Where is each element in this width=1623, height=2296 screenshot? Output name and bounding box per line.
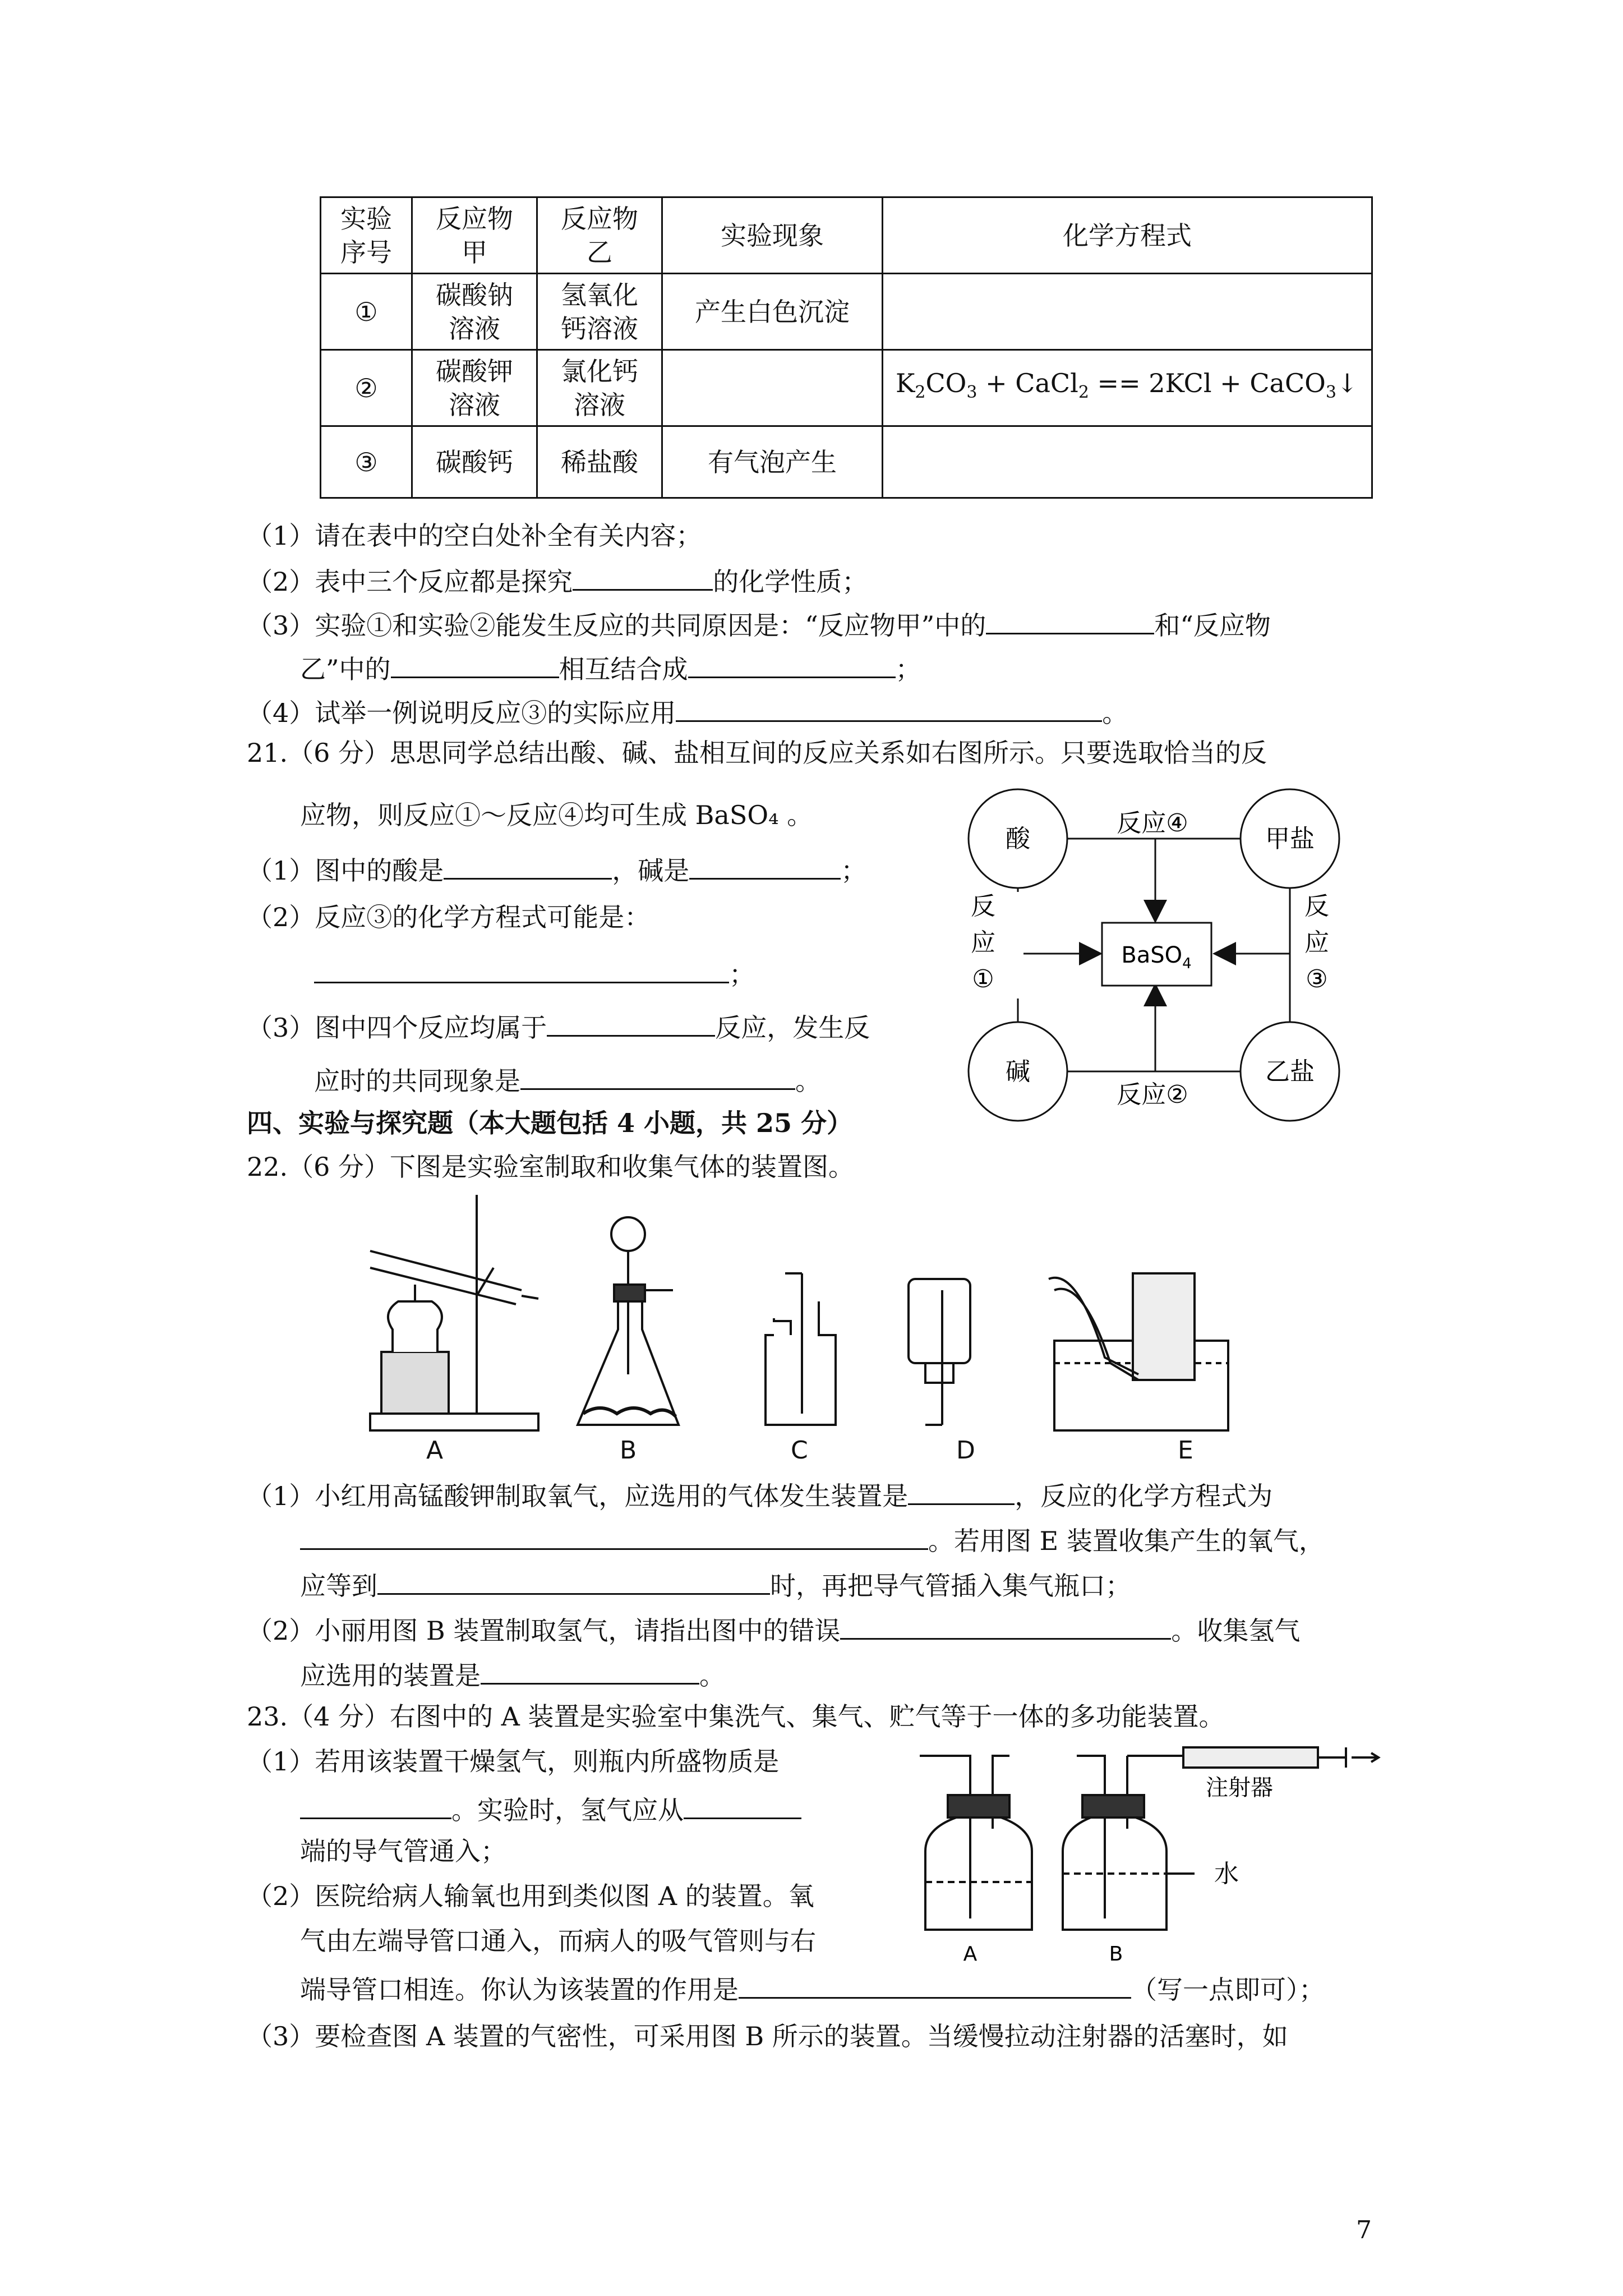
q23-part1: （1）若用该装置干燥氢气，则瓶内所盛物质是 — [247, 1746, 780, 1777]
bottle-b-label: B — [1109, 1943, 1123, 1963]
q20-part3-cont: 乙”中的 相互结合成 ； — [300, 648, 921, 686]
table-cell: $K_2CO_3$ + CaCl$_2$ == 2KCl + CaCO$_3$↓ — [883, 350, 1372, 426]
answer-blank[interactable] — [481, 1655, 699, 1685]
header-cell: 化学方程式 — [883, 197, 1372, 274]
table-cell: 碳酸钠 溶液 — [412, 274, 537, 350]
section-heading: 四、实验与探究题（本大题包括 4 小题，共 25 分） — [247, 1108, 853, 1138]
answer-blank[interactable] — [300, 1520, 928, 1550]
answer-blank[interactable] — [739, 1969, 1131, 1999]
experiment-table — [320, 196, 1373, 499]
table-cell — [883, 274, 1372, 350]
apparatus-b — [578, 1217, 679, 1425]
q21-part2-answer: ； — [314, 954, 755, 991]
header-cell: 实验 序号 — [321, 197, 412, 274]
answer-blank[interactable] — [840, 1610, 1171, 1640]
base-label: 碱 — [1006, 1057, 1030, 1086]
q21-part1: （1）图中的酸是 ，碱是 ； — [247, 850, 866, 887]
answer-blank[interactable] — [520, 1060, 795, 1090]
q22-part2: （2）小丽用图 B 装置制取氢气，请指出图中的错误 。收集氢气 — [247, 1610, 1300, 1648]
q22-part1-cont2: 应等到 时，再把导气管插入集气瓶口； — [300, 1565, 1131, 1603]
table-cell: ① — [321, 274, 412, 350]
water-label: 水 — [1214, 1860, 1239, 1888]
answer-blank[interactable] — [444, 850, 612, 880]
bottle-b — [1063, 1756, 1195, 1930]
header-cell: 实验现象 — [662, 197, 883, 274]
q21-intro-cont: 应物，则反应①～反应④均可生成 BaSO₄ 。 — [300, 800, 813, 830]
page-number: 7 — [1356, 2216, 1372, 2244]
table-cell: 有气泡产生 — [662, 426, 883, 498]
gas-washing-bottle-figure — [903, 1739, 1385, 1963]
answer-blank[interactable] — [676, 692, 1102, 722]
q23-part3: （3）要检查图 A 装置的气密性，可采用图 B 所示的装置。当缓慢拉动注射器的活塞时，如 — [247, 2021, 1288, 2051]
apparatus-a-label: A — [426, 1436, 444, 1465]
answer-blank[interactable] — [689, 850, 841, 880]
q20-part1: （1）请在表中的空白处补全有关内容； — [247, 521, 702, 551]
table-cell: ② — [321, 350, 412, 426]
q20-part2: （2）表中三个反应都是探究 的化学性质； — [247, 561, 868, 599]
table-cell: 碳酸钾 溶液 — [412, 350, 537, 426]
apparatus-a — [370, 1195, 538, 1430]
bottle-a-label: A — [963, 1943, 978, 1963]
apparatus-d — [909, 1279, 970, 1425]
table-cell: 产生白色沉淀 — [662, 274, 883, 350]
table-header-row — [321, 197, 1372, 274]
table-cell: 稀盐酸 — [537, 426, 662, 498]
header-cell: 反应物 乙 — [537, 197, 662, 274]
baso4-label: BaSO$_4$ — [1121, 942, 1192, 972]
apparatus-c — [766, 1273, 836, 1425]
answer-blank[interactable] — [573, 561, 713, 591]
q21-part2: （2）反应③的化学方程式可能是： — [247, 902, 651, 932]
q23-part1-cont: 。实验时，氢气应从 — [300, 1789, 801, 1827]
q21-part3-cont: 应时的共同现象是 。 — [314, 1060, 821, 1098]
salt-b-label: 乙盐 — [1265, 1057, 1315, 1086]
apparatus-b-label: B — [620, 1436, 637, 1465]
table-cell: 氢氧化 钙溶液 — [537, 274, 662, 350]
table-cell — [883, 426, 1372, 498]
q20-part3: （3）实验①和实验②能发生反应的共同原因是：“反应物甲”中的 和“反应物 — [247, 605, 1271, 642]
reaction-4-label: 反应④ — [1117, 809, 1188, 838]
gas-apparatus-figure — [359, 1189, 1256, 1470]
header-cell: 反应物 甲 — [412, 197, 537, 274]
table-cell: ③ — [321, 426, 412, 498]
answer-blank[interactable] — [391, 648, 559, 678]
reaction-3-label: 反 — [1304, 892, 1329, 921]
answer-blank[interactable] — [986, 605, 1154, 634]
answer-blank[interactable] — [300, 1789, 451, 1819]
bottle-a — [920, 1756, 1032, 1930]
reaction-1-label: ① — [972, 965, 994, 993]
syringe — [1183, 1747, 1378, 1768]
table-row — [321, 350, 1372, 426]
reaction-3-label: ③ — [1306, 965, 1328, 993]
q22-part1-cont: 。若用图 E 装置收集产生的氧气， — [300, 1520, 1325, 1558]
answer-blank[interactable] — [684, 1789, 801, 1819]
q22-intro: 22.（6 分）下图是实验室制取和收集气体的装置图。 — [247, 1152, 855, 1182]
q23-part2-cont: 气由左端导管口通入，而病人的吸气管则与右 — [300, 1926, 816, 1956]
answer-blank[interactable] — [908, 1475, 1015, 1505]
reaction-relation-diagram — [965, 785, 1368, 1122]
table-cell: 碳酸钙 — [412, 426, 537, 498]
table-cell: 氯化钙 溶液 — [537, 350, 662, 426]
apparatus-e-label: E — [1178, 1436, 1193, 1465]
apparatus-d-label: D — [956, 1436, 975, 1465]
answer-blank[interactable] — [314, 954, 729, 983]
q22-part2-cont: 应选用的装置是 。 — [300, 1655, 725, 1692]
answer-blank[interactable] — [688, 648, 896, 678]
table-cell — [662, 350, 883, 426]
q23-part1-cont2: 端的导气管通入； — [300, 1836, 506, 1866]
reaction-2-label: 反应② — [1117, 1080, 1188, 1109]
reaction-3-label: 应 — [1304, 928, 1329, 957]
answer-blank[interactable] — [547, 1007, 715, 1037]
salt-a-label: 甲盐 — [1265, 825, 1315, 853]
apparatus-c-label: C — [791, 1436, 808, 1465]
q23-intro: 23.（4 分）右图中的 A 装置是实验室中集洗气、集气、贮气等于一体的多功能装置。 — [247, 1701, 1225, 1732]
q23-part2: （2）医院给病人输氧也用到类似图 A 的装置。氧 — [247, 1881, 814, 1911]
acid-label: 酸 — [1006, 825, 1030, 853]
table-row — [321, 426, 1372, 498]
answer-blank[interactable] — [377, 1565, 770, 1595]
table-row — [321, 274, 1372, 350]
apparatus-e — [1049, 1273, 1228, 1430]
q22-part1: （1）小红用高锰酸钾制取氧气，应选用的气体发生装置是 ，反应的化学方程式为 — [247, 1475, 1272, 1513]
syringe-label: 注射器 — [1206, 1775, 1273, 1801]
q21-part3: （3）图中四个反应均属于 反应，发生反 — [247, 1007, 870, 1045]
q23-part2-cont2: 端导管口相连。你认为该装置的作用是 （写一点即可）； — [300, 1969, 1325, 2007]
reaction-1-label: 反 — [971, 892, 995, 921]
q21-intro: 21.（6 分）思思同学总结出酸、碱、盐相互间的反应关系如右图所示。只要选取恰当的反 — [247, 738, 1267, 768]
reaction-1-label: 应 — [971, 928, 995, 957]
q20-part4: （4）试举一例说明反应③的实际应用 。 — [247, 692, 1128, 730]
